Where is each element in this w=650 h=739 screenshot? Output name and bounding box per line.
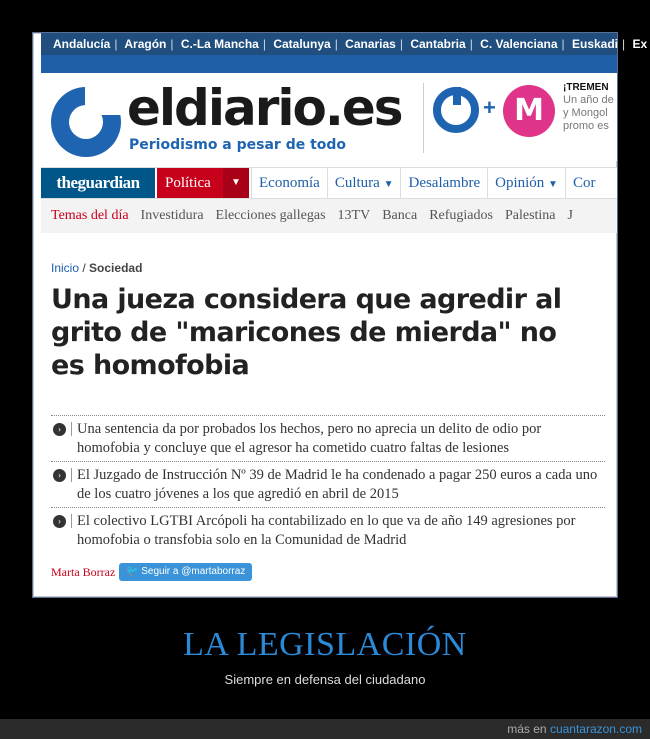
guardian-partner-link[interactable]: theguardian — [41, 168, 155, 198]
topic-link[interactable]: Refugiados — [429, 208, 493, 223]
screenshot-frame — [32, 32, 648, 598]
summary-item: › El colectivo LGTBI Arcópoli ha contabilizado en lo que va de año 149 agresiones por homofobia o transfobia solo en la Comunidad de Madrid — [51, 507, 605, 553]
summary-item: › El Juzgado de Instrucción Nº 39 de Madrid le ha condenado a pagar 250 euros a cada uno de los cuatro jóvenes a los que agredió en abril de 2015 — [51, 461, 605, 507]
mongolia-logo-icon[interactable]: M — [503, 85, 555, 137]
region-link[interactable]: C. Valenciana — [480, 37, 558, 51]
nav-item-desalambre[interactable]: Desalambre — [400, 168, 487, 198]
promo-text[interactable] — [563, 81, 633, 133]
breadcrumb-section-link[interactable]: Sociedad — [89, 261, 143, 275]
footer-bar — [0, 719, 650, 739]
promo-line: y Mongol — [563, 107, 608, 119]
article — [41, 233, 617, 597]
chevron-right-icon: › — [53, 515, 66, 528]
twitter-bird-icon: 🐦 — [126, 566, 139, 577]
nav-item-cultura[interactable]: Cultura ▼ — [327, 168, 401, 198]
topic-link[interactable]: J — [567, 208, 573, 223]
breadcrumb — [51, 261, 142, 275]
region-link[interactable]: Aragón — [124, 37, 167, 51]
region-link[interactable]: C.-La Mancha — [180, 37, 259, 51]
nav-item-economia[interactable]: Economía — [251, 168, 327, 198]
topic-link[interactable]: Palestina — [504, 208, 556, 223]
promo-line: promo es — [563, 120, 609, 132]
footer-prefix: más en — [507, 722, 547, 736]
chevron-down-icon[interactable]: ▼ — [223, 168, 249, 198]
masthead — [41, 73, 617, 161]
caption-title: LA LEGISLACIÓN — [183, 626, 467, 663]
nav-item-cor[interactable]: Cor — [565, 168, 603, 198]
caption-subtitle: Siempre en defensa del ciudadano — [224, 672, 426, 687]
article-headline: Una jueza considera que agredir al grito de "maricones de mierda" no es homofobia — [51, 284, 562, 381]
nav-item-politica[interactable] — [157, 168, 249, 198]
chevron-right-icon: › — [53, 423, 66, 436]
region-link[interactable]: Ex — [632, 37, 648, 51]
article-summary — [51, 415, 605, 553]
promo-line: Un año de — [563, 94, 614, 106]
chevron-right-icon: › — [53, 469, 66, 482]
regions-bar: Andalucía | Aragón | C.-La Mancha | Catalunya | Canarias | Cantabria | C. Valenciana | Euskadi | Ex — [41, 33, 617, 55]
nav-item-opinion[interactable]: Opinión ▼ — [487, 168, 565, 198]
nav-item-label: Política — [165, 175, 211, 191]
topic-link[interactable]: Banca — [382, 208, 418, 223]
promo-plus: + — [483, 95, 496, 120]
site-tagline: Periodismo a pesar de todo — [129, 137, 347, 153]
twitter-follow-button[interactable]: 🐦 Seguir a @martaborraz — [119, 563, 252, 581]
region-link[interactable]: Andalucía — [53, 37, 111, 51]
site-logo-text[interactable]: eldiario.es — [127, 79, 402, 137]
promo-line: ¡TREMEN — [563, 82, 609, 93]
eldiario-logo-icon[interactable] — [51, 87, 121, 157]
topic-link[interactable]: Investidura — [140, 208, 204, 223]
topics-label: Temas del día — [51, 208, 129, 223]
topic-link[interactable]: Elecciones gallegas — [215, 208, 326, 223]
region-link[interactable]: Euskadi — [572, 37, 619, 51]
footer-site-link[interactable]: cuantarazon.com — [549, 722, 642, 736]
region-link[interactable]: Catalunya — [273, 37, 331, 51]
main-nav — [41, 167, 617, 199]
region-link[interactable]: Canarias — [345, 37, 396, 51]
summary-item: › Una sentencia da por probados los hechos, pero no aprecia un delito de odio por homofobia y concluye que el agresor ha cometido cuatro faltas de lesiones — [51, 415, 605, 461]
chevron-down-icon: ▼ — [383, 179, 394, 190]
top-blue-bar — [41, 55, 617, 73]
masthead-divider — [423, 83, 424, 153]
footer-credit — [507, 722, 642, 736]
chevron-down-icon: ▼ — [548, 179, 558, 190]
breadcrumb-home-link[interactable]: Inicio — [51, 261, 80, 275]
author-link[interactable]: Marta Borraz — [51, 565, 116, 579]
eldiario-power-icon[interactable] — [433, 87, 479, 133]
topics-bar — [41, 199, 617, 233]
topic-link[interactable]: 13TV — [337, 208, 371, 223]
region-link[interactable]: Cantabria — [410, 37, 466, 51]
breadcrumb-separator: / — [82, 261, 86, 275]
